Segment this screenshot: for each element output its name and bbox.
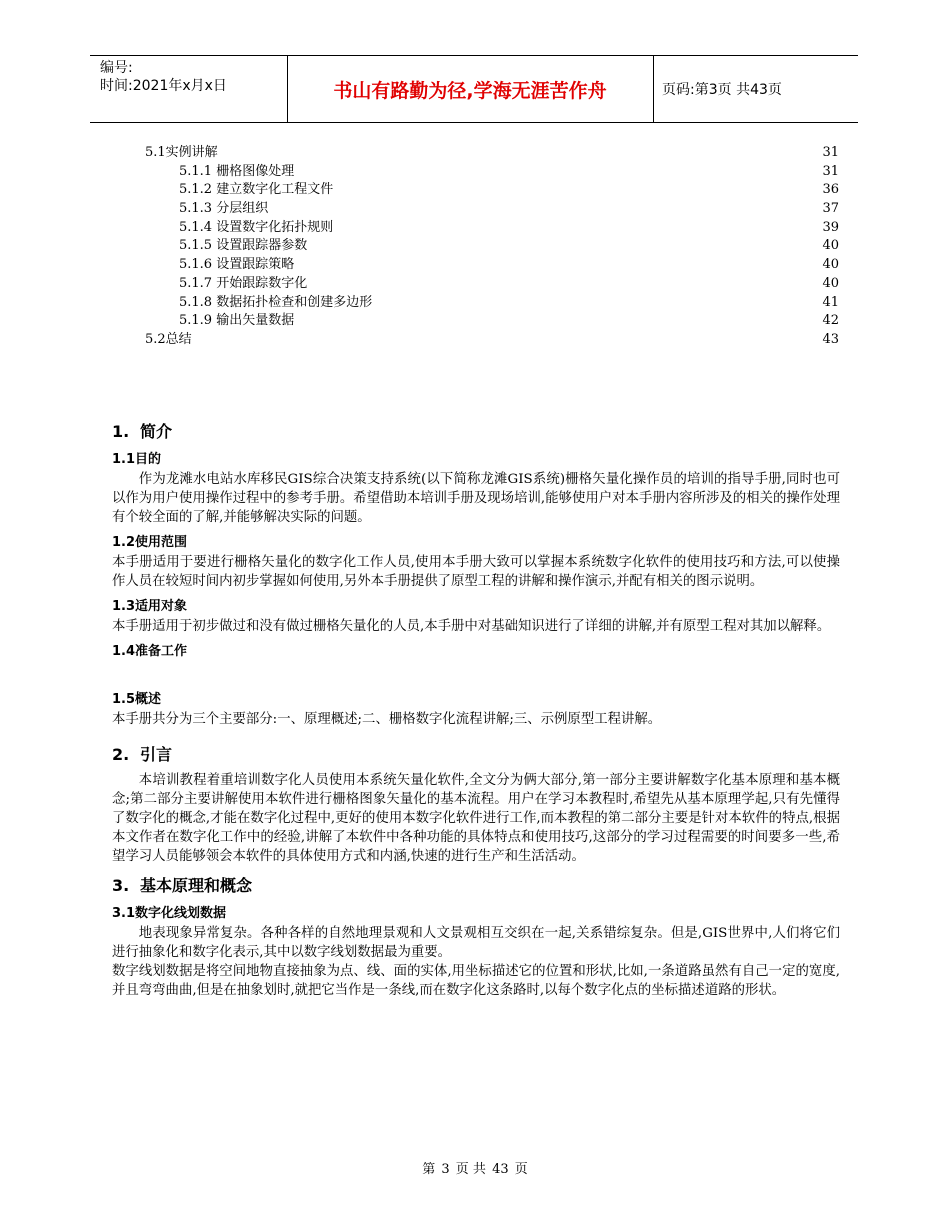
paragraph: 本手册共分为三个主要部分:一、原理概述;二、栅格数字化流程讲解;三、示例原型工程讲解。 bbox=[112, 712, 662, 727]
section-number: 2. bbox=[112, 745, 130, 764]
toc-entry-page: 40 bbox=[822, 238, 839, 254]
header-number-label: 编号: bbox=[100, 60, 133, 76]
toc-entry-text: 5.1.8 数据拓扑检查和创建多边形 bbox=[179, 294, 373, 310]
paragraph: 本手册适用于要进行栅格矢量化的数字化工作人员,使用本手册大致可以掌握本系统数字化软件的使用技巧和方法,可以使操作人员在较短时间内初步掌握如何使用,另外本手册提供了原型工程的讲解和操作演示,并配有相关的图示说明。 bbox=[112, 555, 840, 589]
toc-entry-page: 31 bbox=[822, 163, 839, 179]
section-heading bbox=[112, 420, 840, 444]
toc-entry-page: 31 bbox=[822, 145, 839, 160]
page-footer bbox=[0, 1158, 950, 1177]
subsection-heading: 1.1目的 bbox=[112, 452, 162, 467]
paragraph: 数字线划数据是将空间地物直接抽象为点、线、面的实体,用坐标描述它的位置和形状,比如,一条道路虽然有自己一定的宽度,并且弯弯曲曲,但是在抽象划时,就把它当作是一条线,而在数字化这条路时,以每个数字化点的坐标描述道路的形状。 bbox=[112, 964, 840, 998]
subsection-heading: 1.5概述 bbox=[112, 692, 162, 707]
toc-entry[interactable] bbox=[112, 181, 839, 200]
paragraph: 本培训教程着重培训数字化人员使用本系统矢量化软件,全文分为俩大部分,第一部分主要讲解数字化基本原理和基本概念;第二部分主要讲解使用本软件进行栅格图象矢量化的基本流程。用户在学习本教程时,希望先从基本原理学起,只有先懂得了数字化的概念,才能在数字化过程中,更好的使用本数字化软件进行工作,而本教程的第二部分主要是针对本软件的特点,根据本文作者在数字化工作中的经验,讲解了本软件中各种功能的具体特点和使用技巧,这部分的学习过程需要的时间要多一些,希望学习人员能够领会本软件的具体使用方式和内涵,快速的进行生产和生活活动。 bbox=[112, 773, 840, 864]
toc-entry-text: 5.1.4 设置数字化拓扑规则 bbox=[179, 219, 334, 235]
footer-total-pages: 43 bbox=[492, 1162, 509, 1177]
toc-entry-text: 5.1.6 设置跟踪策略 bbox=[179, 257, 295, 273]
toc-entry[interactable] bbox=[112, 294, 839, 313]
section-heading bbox=[112, 743, 840, 767]
toc-entry-text: 5.1.3 分层组织 bbox=[179, 201, 269, 217]
footer-middle: 页 共 bbox=[455, 1162, 486, 1177]
toc-entry-page: 37 bbox=[822, 201, 839, 217]
toc-entry[interactable] bbox=[112, 331, 839, 350]
toc-entry-page: 36 bbox=[822, 182, 839, 198]
toc-entry-page: 39 bbox=[822, 219, 839, 235]
toc-entry[interactable] bbox=[112, 275, 839, 294]
header-page-label: 页码:第3页 共43页 bbox=[662, 82, 782, 98]
header-meta bbox=[100, 59, 227, 95]
subsection-heading: 1.4准备工作 bbox=[112, 644, 188, 659]
paragraph: 地表现象异常复杂。各种各样的自然地理景观和人文景观相互交织在一起,关系错综复杂。但是,GIS世界中,人们将它们进行抽象化和数字化表示,其中以数字线划数据最为重要。 bbox=[112, 926, 840, 960]
section-title: 基本原理和概念 bbox=[140, 876, 253, 895]
subsection-heading: 3.1数字化线划数据 bbox=[112, 906, 227, 921]
toc-entry[interactable] bbox=[112, 163, 839, 182]
toc-entry-text: 5.1.7 开始跟踪数字化 bbox=[179, 275, 308, 291]
toc-entry-page: 41 bbox=[822, 294, 839, 310]
paragraph: 作为龙滩水电站水库移民GIS综合决策支持系统(以下简称龙滩GIS系统)栅格矢量化操作员的培训的指导手册,同时也可以作为用户使用操作过程中的参考手册。希望借助本培训手册及现场培训,能够使用户对本手册内容所涉及的相关的操作处理有个较全面的了解,并能够解决实际的问题。 bbox=[112, 472, 840, 525]
toc-entry-text: 5.1实例讲解 bbox=[145, 145, 218, 160]
toc-entry-page: 42 bbox=[822, 313, 839, 329]
toc-entry[interactable] bbox=[112, 200, 839, 219]
subsection-heading: 1.2使用范围 bbox=[112, 535, 188, 550]
toc-entry[interactable] bbox=[112, 144, 839, 163]
paragraph: 本手册适用于初步做过和没有做过栅格矢量化的人员,本手册中对基础知识进行了详细的讲解,并有原型工程对其加以解释。 bbox=[112, 619, 831, 634]
toc-entry-text: 5.1.9 输出矢量数据 bbox=[179, 313, 295, 329]
toc-entry-text: 5.1.2 建立数字化工程文件 bbox=[179, 182, 334, 198]
toc-entry[interactable] bbox=[112, 312, 839, 331]
header-time-label: 时间:2021年x月x日 bbox=[100, 78, 227, 94]
footer-page-number: 3 bbox=[441, 1162, 450, 1177]
toc-entry-page: 40 bbox=[822, 257, 839, 273]
footer-prefix: 第 bbox=[422, 1162, 436, 1177]
table-of-contents bbox=[112, 144, 839, 350]
toc-entry-page: 40 bbox=[822, 275, 839, 291]
footer-suffix: 页 bbox=[514, 1162, 528, 1177]
header-divider bbox=[653, 56, 654, 122]
document-body bbox=[112, 420, 840, 1000]
section-number: 1. bbox=[112, 422, 130, 441]
section-title: 引言 bbox=[140, 745, 173, 764]
toc-entry-text: 5.1.5 设置跟踪器参数 bbox=[179, 238, 308, 254]
toc-entry-page: 43 bbox=[822, 331, 839, 347]
page-header bbox=[90, 55, 858, 123]
subsection-heading: 1.3适用对象 bbox=[112, 599, 188, 614]
toc-entry[interactable] bbox=[112, 256, 839, 275]
toc-entry-text: 5.1.1 栅格图像处理 bbox=[179, 163, 295, 179]
section-number: 3. bbox=[112, 876, 130, 895]
section-title: 简介 bbox=[140, 422, 173, 441]
header-motto: 书山有路勤为径,学海无涯苦作舟 bbox=[333, 79, 607, 102]
section-heading bbox=[112, 874, 840, 898]
toc-entry[interactable] bbox=[112, 219, 839, 238]
toc-entry-text: 5.2总结 bbox=[145, 331, 192, 347]
toc-entry[interactable] bbox=[112, 237, 839, 256]
